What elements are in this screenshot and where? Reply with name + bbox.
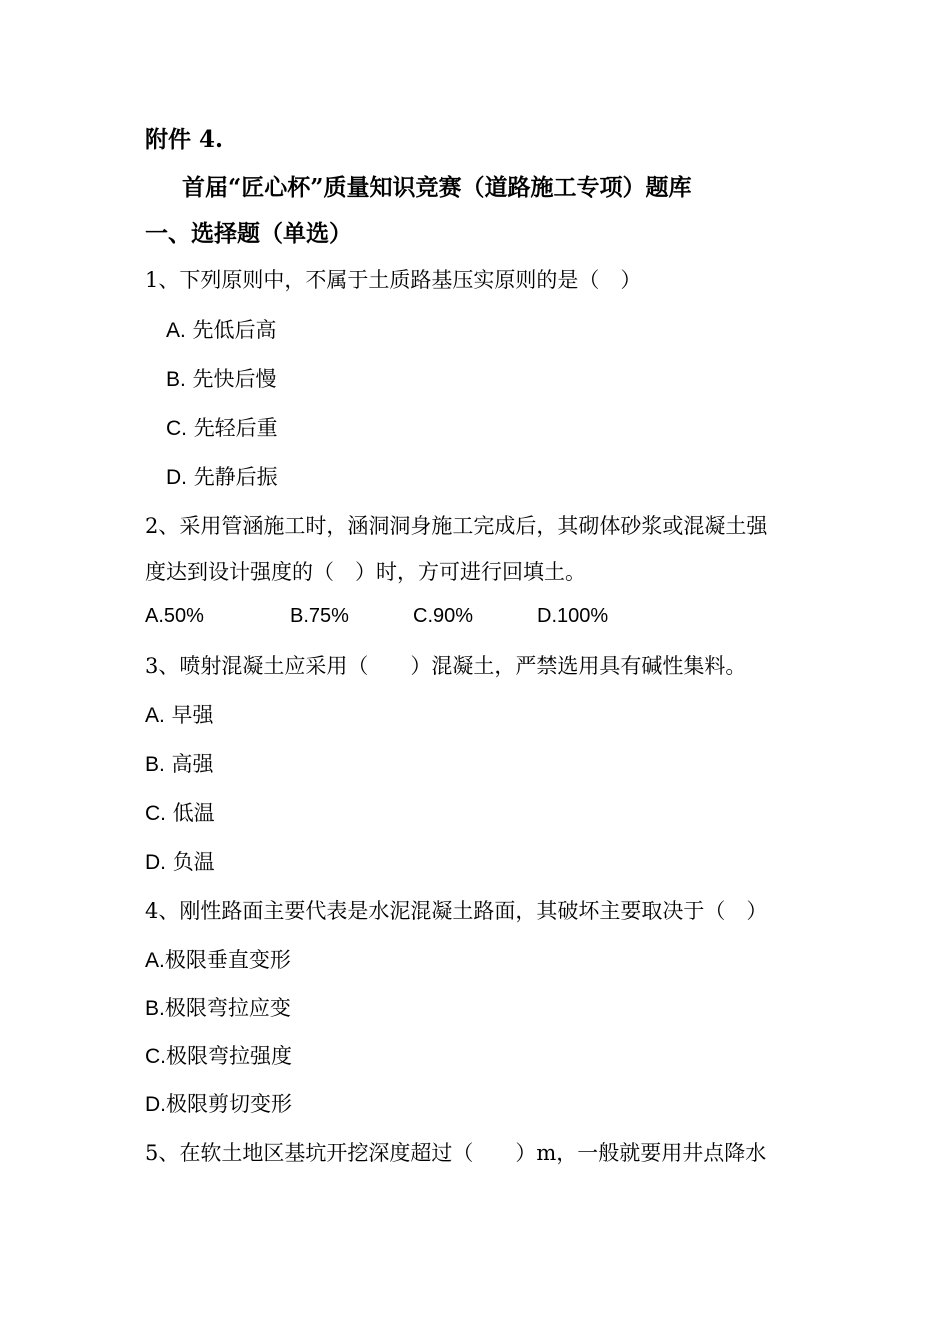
option-text: 极限剪切变形 bbox=[166, 1092, 292, 1116]
question-2-text-line1: 2、采用管涵施工时，涵洞洞身施工完成后，其砌体砂浆或混凝土强 bbox=[145, 514, 768, 538]
question-3-text: 3、喷射混凝土应采用（ ）混凝土，严禁选用具有碱性集料。 bbox=[145, 654, 747, 678]
option-letter: C. bbox=[145, 802, 166, 825]
question-2-option-a: A.50% bbox=[145, 605, 204, 627]
option-letter: B. bbox=[166, 368, 186, 391]
option-text: 先低后高 bbox=[192, 318, 277, 342]
question-4-option-a bbox=[145, 946, 291, 975]
question-1-option-c bbox=[166, 414, 278, 443]
option-text: 极限弯拉应变 bbox=[164, 996, 291, 1020]
option-letter: C. bbox=[166, 417, 187, 440]
question-3-option-c bbox=[145, 799, 215, 828]
option-text: 高强 bbox=[171, 752, 214, 776]
option-letter: A. bbox=[145, 704, 165, 727]
question-3-option-b bbox=[145, 750, 214, 779]
option-text: 极限弯拉强度 bbox=[166, 1044, 292, 1068]
question-3-option-d bbox=[145, 848, 215, 877]
question-2-option-b: B.75% bbox=[290, 605, 349, 627]
option-text: 早强 bbox=[171, 703, 214, 727]
attachment-label: 附件 4. bbox=[145, 126, 224, 153]
option-letter: B. bbox=[145, 753, 165, 776]
option-text: 低温 bbox=[172, 801, 215, 825]
question-4-option-c bbox=[145, 1042, 292, 1071]
question-1-option-d bbox=[166, 463, 278, 492]
option-text: 负温 bbox=[172, 850, 215, 874]
option-letter: B. bbox=[145, 997, 165, 1020]
option-text: 极限垂直变形 bbox=[164, 948, 291, 972]
option-text: 先静后振 bbox=[193, 465, 278, 489]
option-letter: D. bbox=[145, 1093, 166, 1116]
question-5-text: 5、在软土地区基坑开挖深度超过（ ）m，一般就要用井点降水 bbox=[145, 1141, 767, 1165]
option-text: 先轻后重 bbox=[193, 416, 278, 440]
question-3-option-a bbox=[145, 701, 214, 730]
question-2-option-d: D.100% bbox=[537, 605, 609, 627]
question-4-option-b bbox=[145, 994, 291, 1023]
option-letter: C. bbox=[145, 1045, 166, 1068]
question-2-text-line2: 度达到设计强度的（ ）时，方可进行回填土。 bbox=[145, 560, 586, 584]
option-text: 先快后慢 bbox=[192, 367, 277, 391]
option-letter: A. bbox=[145, 949, 165, 972]
question-4-text: 4、刚性路面主要代表是水泥混凝土路面，其破坏主要取决于（ ） bbox=[145, 899, 768, 923]
document-title: 首届“匠心杯”质量知识竞赛（道路施工专项）题库 bbox=[182, 174, 692, 201]
question-2-options-row bbox=[145, 602, 845, 630]
option-letter: A. bbox=[166, 319, 186, 342]
question-2-option-c: C.90% bbox=[413, 605, 474, 627]
question-1-text: 1、下列原则中，不属于土质路基压实原则的是（ ） bbox=[145, 268, 642, 292]
question-4-option-d bbox=[145, 1090, 292, 1119]
section-heading: 一、选择题（单选） bbox=[145, 220, 352, 247]
question-1-option-b bbox=[166, 365, 277, 394]
question-1-option-a bbox=[166, 316, 277, 345]
option-letter: D. bbox=[145, 851, 166, 874]
option-letter: D. bbox=[166, 466, 187, 489]
